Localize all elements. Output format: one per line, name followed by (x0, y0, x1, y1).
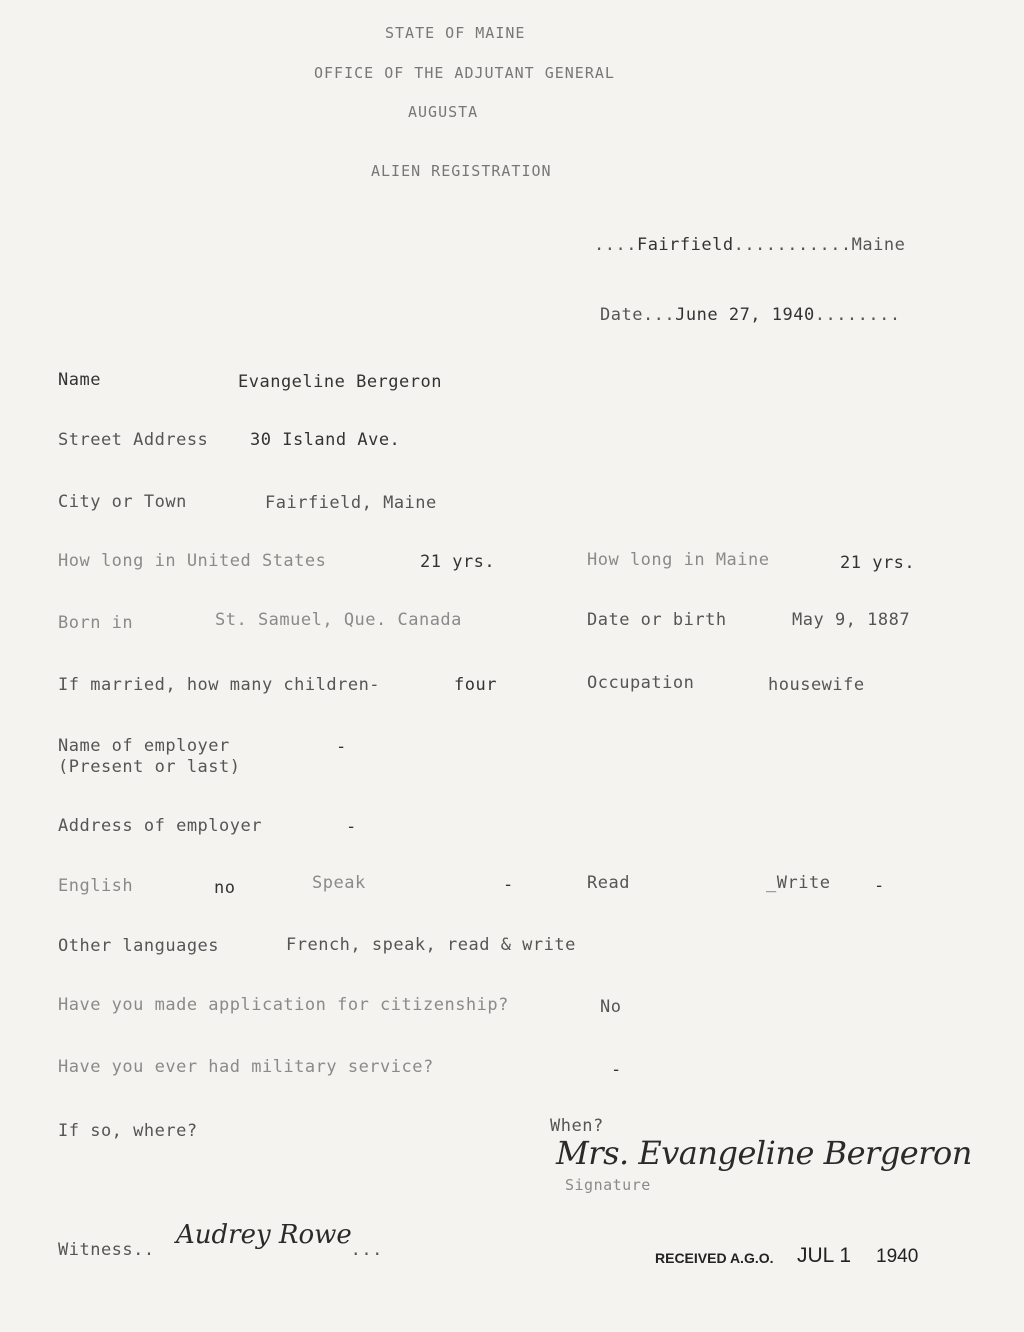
read-label: Read (587, 873, 630, 893)
born-label: Born in (58, 613, 134, 633)
place-town: Fairfield (636, 235, 734, 255)
employer-address-value: - (346, 817, 357, 837)
other-languages-label: Other languages (58, 936, 220, 956)
citizenship-value: No (600, 997, 622, 1017)
children-label: If married, how many children- (58, 675, 381, 695)
military-value: - (611, 1060, 622, 1080)
received-stamp-month: JUL 1 (797, 1244, 852, 1267)
where-label: If so, where? (58, 1121, 198, 1141)
date-label: Date... (600, 305, 676, 325)
header-office: OFFICE OF THE ADJUTANT GENERAL (314, 64, 615, 82)
employer-address-label: Address of employer (58, 816, 262, 836)
header-title: ALIEN REGISTRATION (371, 162, 552, 180)
signature-handwriting: Mrs. Evangeline Bergeron (556, 1134, 972, 1172)
birth-date-value: May 9, 1887 (792, 610, 911, 630)
english-label: English (58, 876, 134, 896)
date-dots: ........ (814, 305, 901, 325)
other-languages-value: French, speak, read & write (286, 935, 576, 955)
us-time-label: How long in United States (58, 551, 327, 571)
place-dots: ........... (733, 235, 852, 255)
occupation-value: housewife (768, 675, 865, 695)
children-value: four (454, 675, 497, 695)
name-value: Evangeline Bergeron (238, 372, 442, 392)
received-stamp-label: RECEIVED A.G.O. (655, 1250, 774, 1266)
header-city: AUGUSTA (408, 103, 479, 121)
received-stamp-year: 1940 (876, 1246, 919, 1267)
write-label: Write (776, 873, 831, 893)
signature-label: Signature (565, 1176, 651, 1194)
when-label: When? (550, 1116, 604, 1136)
employer-label-line2: (Present or last) (58, 757, 241, 777)
speak-value: - (503, 875, 514, 895)
city-label: City or Town (58, 492, 187, 512)
header-state: STATE OF MAINE (385, 24, 526, 42)
military-label: Have you ever had military service? (58, 1057, 434, 1077)
citizenship-label: Have you made application for citizenship? (58, 995, 509, 1015)
name-label: Name (58, 370, 101, 390)
employer-label-line1: Name of employer (58, 736, 230, 756)
place-line (594, 235, 905, 255)
us-time-value: 21 yrs. (420, 552, 496, 572)
maine-time-label: How long in Maine (587, 550, 770, 570)
witness-label: Witness.. (58, 1240, 155, 1260)
english-value: no (214, 878, 236, 898)
street-value: 30 Island Ave. (250, 430, 401, 450)
born-value: St. Samuel, Que. Canada (215, 610, 462, 630)
place-state: Maine (851, 235, 906, 255)
city-value: Fairfield, Maine (265, 493, 437, 513)
street-label: Street Address (58, 430, 209, 450)
speak-label: Speak (312, 873, 366, 893)
place-prefix: .... (594, 235, 637, 255)
witness-dots: ... (350, 1240, 383, 1260)
date-value: June 27, 1940 (675, 305, 815, 325)
write-line: _Write (766, 873, 831, 893)
witness-signature: Audrey Rowe (176, 1220, 352, 1250)
write-value: - (874, 876, 885, 896)
occupation-label: Occupation (587, 673, 695, 693)
employer-value: - (336, 737, 347, 757)
birth-date-label: Date or birth (587, 610, 727, 630)
date-line (600, 305, 901, 325)
maine-time-value: 21 yrs. (840, 553, 916, 573)
